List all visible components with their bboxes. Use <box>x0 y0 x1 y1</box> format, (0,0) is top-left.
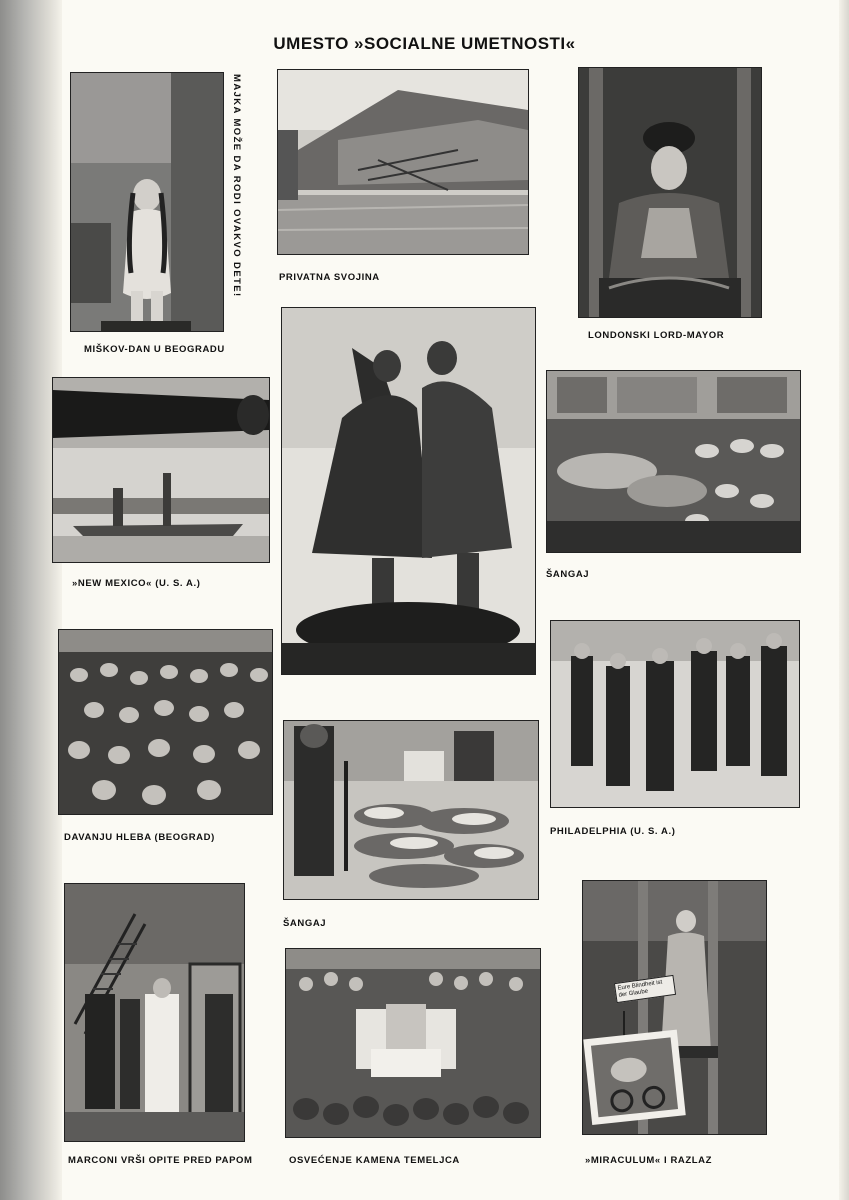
page-title: UMESTO »SOCIALNE UMETNOSTI« <box>273 34 576 53</box>
page-edge <box>839 0 849 1200</box>
book-gutter-shadow <box>0 0 62 1200</box>
caption-marconi: MARCONI VRŠI OPITE PRED PAPOM <box>68 1155 253 1166</box>
photo-statue <box>281 307 536 675</box>
caption-shanghai-soldiers: ŠANGAJ <box>546 569 590 580</box>
caption-bread-crowd: DAVANJU HLEBA (BEOGRAD) <box>64 832 215 843</box>
photo-shanghai-bodies <box>283 720 539 900</box>
caption-child-vertical: MAJKA MOŽE DA RODI OVAKVO DETE! <box>231 74 242 298</box>
caption-shanghai-bodies: ŠANGAJ <box>283 918 327 929</box>
photo-lord-mayor <box>578 67 762 318</box>
photo-bread-crowd <box>58 629 273 815</box>
photo-miraculum <box>582 880 767 1135</box>
miraculum-sign: Eure Blindheit ist der Glaube <box>614 975 676 1003</box>
caption-battleship: »NEW MEXICO« (U. S. A.) <box>72 578 201 589</box>
photo-marconi <box>64 883 245 1142</box>
photo-private-property <box>277 69 529 255</box>
photo-battleship <box>52 377 270 563</box>
photo-philadelphia <box>550 620 800 808</box>
photo-child <box>70 72 224 332</box>
photo-foundation-stone <box>285 948 541 1138</box>
caption-private-property: PRIVATNA SVOJINA <box>279 272 380 283</box>
caption-child: MIŠKOV-DAN U BEOGRADU <box>84 344 225 355</box>
caption-lord-mayor: LONDONSKI LORD-MAYOR <box>588 330 725 341</box>
caption-philadelphia: PHILADELPHIA (U. S. A.) <box>550 826 676 837</box>
caption-miraculum: »MIRACULUM« I RAZLAZ <box>585 1155 713 1166</box>
photo-shanghai-soldiers <box>546 370 801 553</box>
caption-foundation-stone: OSVEĆENJE KAMENA TEMELJCA <box>289 1155 460 1166</box>
